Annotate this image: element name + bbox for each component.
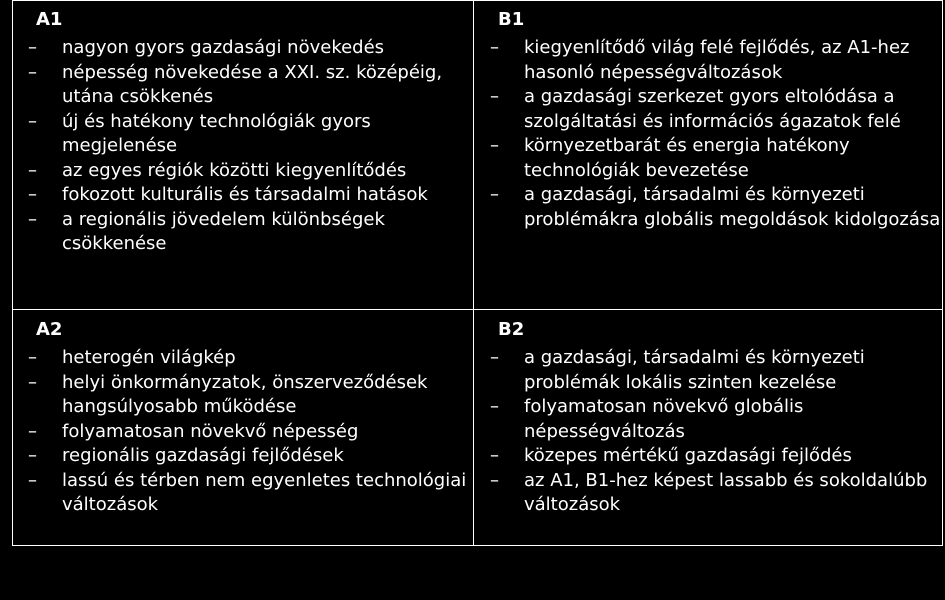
list-item-text: folyamatosan növekvő globális népességváltozás	[524, 396, 804, 442]
dash-bullet: –	[28, 347, 37, 368]
list-item	[28, 346, 473, 371]
list-item-text: helyi önkormányzatok, önszerveződések hangsúlyosabb működése	[62, 371, 428, 417]
list-item-text: kiegyenlítődő világ felé fejlődés, az A1-hez hasonló népességváltozások	[524, 37, 910, 83]
list-item-text: közepes mértékű gazdasági fejlődés	[524, 445, 852, 466]
list-item-text: a regionális jövedelem különbségek csökkenése	[62, 208, 385, 254]
dash-bullet: –	[28, 208, 37, 230]
dash-bullet: –	[490, 396, 499, 417]
dash-bullet: –	[490, 445, 499, 466]
quadrant-b1	[474, 1, 942, 309]
quadrant-list	[28, 36, 473, 257]
dash-bullet: –	[28, 469, 37, 491]
dash-bullet: –	[490, 469, 499, 491]
list-item	[490, 395, 942, 444]
dash-bullet: –	[490, 184, 499, 205]
list-item	[490, 134, 942, 183]
dash-bullet: –	[28, 159, 37, 181]
list-item-text: új és hatékony technológiák gyors megjelenése	[62, 110, 371, 156]
dash-bullet: –	[28, 37, 37, 58]
quadrant-a2	[13, 310, 473, 546]
dash-bullet: –	[490, 86, 499, 107]
list-item-text: környezetbarát és energia hatékony technológiák bevezetése	[524, 135, 850, 181]
list-item	[490, 444, 942, 469]
dash-bullet: –	[28, 371, 37, 393]
quadrant-a1	[13, 1, 473, 309]
dash-bullet: –	[28, 110, 37, 132]
list-item-text: a gazdasági szerkezet gyors eltolódása a szolgáltatási és információs ágazatok felé	[524, 86, 901, 132]
dash-bullet: –	[490, 135, 499, 156]
dash-bullet: –	[490, 347, 499, 368]
list-item-text: az egyes régiók közötti kiegyenlítődés	[62, 159, 407, 181]
list-item	[28, 183, 473, 208]
list-item-text: nagyon gyors gazdasági növekedés	[62, 37, 385, 58]
list-item	[28, 420, 473, 445]
quadrant-title: B1	[498, 9, 525, 30]
list-item	[28, 444, 473, 469]
quadrant-title: B2	[498, 319, 525, 340]
list-item	[28, 61, 473, 110]
list-item-text: folyamatosan növekvő népesség	[62, 420, 359, 442]
list-item	[28, 159, 473, 184]
dash-bullet: –	[28, 445, 37, 466]
list-item	[28, 469, 473, 518]
list-item	[490, 469, 942, 518]
list-item	[28, 208, 473, 257]
list-item	[490, 36, 942, 85]
list-item	[28, 110, 473, 159]
dash-bullet: –	[490, 37, 499, 58]
list-item	[490, 346, 942, 395]
list-item-text: az A1, B1-hez képest lassabb és sokoldalúbb változások	[524, 469, 928, 515]
quadrant-list	[28, 346, 473, 518]
quadrant-list	[490, 36, 942, 232]
list-item-text: a gazdasági, társadalmi és környezeti problémákra globális megoldások kidolgozása	[524, 184, 941, 230]
dash-bullet: –	[28, 420, 37, 442]
list-item-text: népesség növekedése a XXI. sz. középéig, utána csökkenés	[62, 61, 443, 107]
quadrant-b2	[474, 310, 942, 546]
dash-bullet: –	[28, 61, 37, 83]
scenario-grid	[12, 0, 943, 546]
quadrant-title: A1	[36, 9, 63, 30]
list-item	[28, 371, 473, 420]
list-item	[490, 183, 942, 232]
list-item-text: heterogén világkép	[62, 347, 236, 368]
quadrant-list	[490, 346, 942, 518]
list-item-text: fokozott kulturális és társadalmi hatások	[62, 184, 428, 205]
list-item-text: regionális gazdasági fejlődések	[62, 445, 344, 466]
dash-bullet: –	[28, 184, 37, 205]
list-item-text: a gazdasági, társadalmi és környezeti problémák lokális szinten kezelése	[524, 347, 865, 393]
list-item	[490, 85, 942, 134]
list-item	[28, 36, 473, 61]
quadrant-title: A2	[36, 319, 63, 340]
list-item-text: lassú és térben nem egyenletes technológiai változások	[62, 469, 467, 515]
